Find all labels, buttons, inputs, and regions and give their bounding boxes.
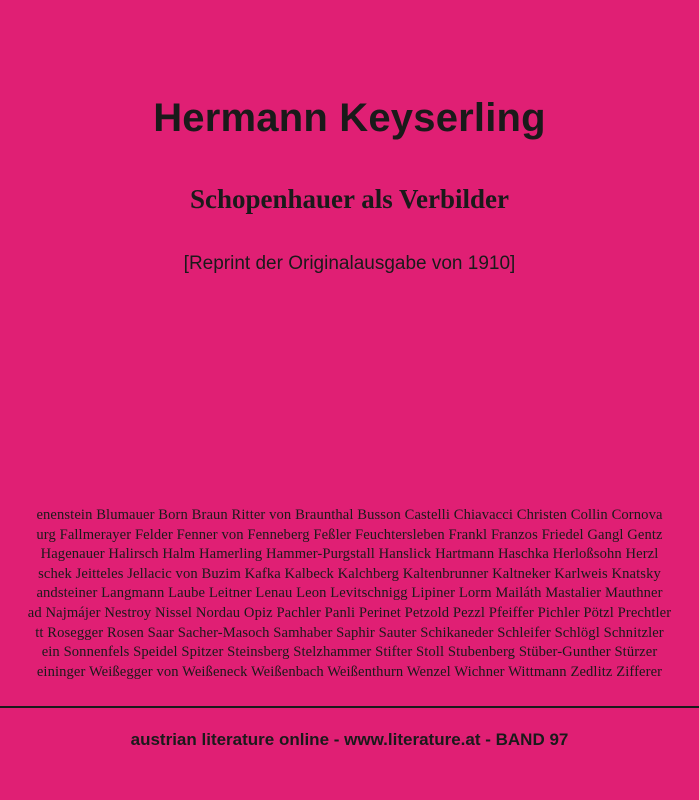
footer-imprint (0, 730, 699, 750)
name-line: ad Najmájer Nestroy Nissel Nordau Opiz Pachler Panli Perinet Petzold Pezzl Pfeiffer Pichler Pötzl Prechtler (27, 604, 672, 621)
reprint-note: [Reprint der Originalausgabe von 1910] (183, 253, 516, 275)
footer-suffix: - BAND 97 (480, 730, 569, 749)
author-name: Hermann Keyserling (153, 96, 546, 140)
name-line: andsteiner Langmann Laube Leitner Lenau Leon Levitschnigg Lipiner Lorm Mailáth Mastalier Mauthner (36, 585, 663, 602)
author-name-list (0, 506, 699, 682)
name-line: tt Rosegger Rosen Saar Sacher-Masoch Samhaber Saphir Sauter Schikaneder Schleifer Schlögl Schnitzler (35, 624, 664, 641)
footer-url: www.literature.at (344, 730, 481, 749)
name-line: schek Jeitteles Jellacic von Buzim Kafka Kalbeck Kalchberg Kaltenbrunner Kaltneker Karlweis Knatsky (38, 565, 661, 582)
title-block (0, 96, 699, 275)
name-line: enenstein Blumauer Born Braun Ritter von Braunthal Busson Castelli Chiavacci Christen Collin Cornova (36, 507, 663, 523)
book-subtitle: Schopenhauer als Verbilder (189, 184, 510, 214)
footer-prefix: austrian literature online - (130, 730, 345, 749)
name-line: ein Sonnenfels Speidel Spitzer Steinsberg Stelzhammer Stifter Stoll Stubenberg Stüber-Gunther Stürzer (41, 644, 658, 661)
footer-divider (0, 706, 699, 708)
name-line: Hagenauer Halirsch Halm Hamerling Hammer-Purgstall Hanslick Hartmann Haschka Herloßsohn Herzl (40, 546, 659, 563)
name-line: eininger Weißegger von Weißeneck Weißenbach Weißenthurn Wenzel Wichner Wittmann Zedlitz Zifferer (36, 663, 663, 680)
name-line: urg Fallmerayer Felder Fenner von Fenneberg Feßler Feuchtersleben Frankl Franzos Friedel Gangl Gentz (36, 526, 663, 543)
